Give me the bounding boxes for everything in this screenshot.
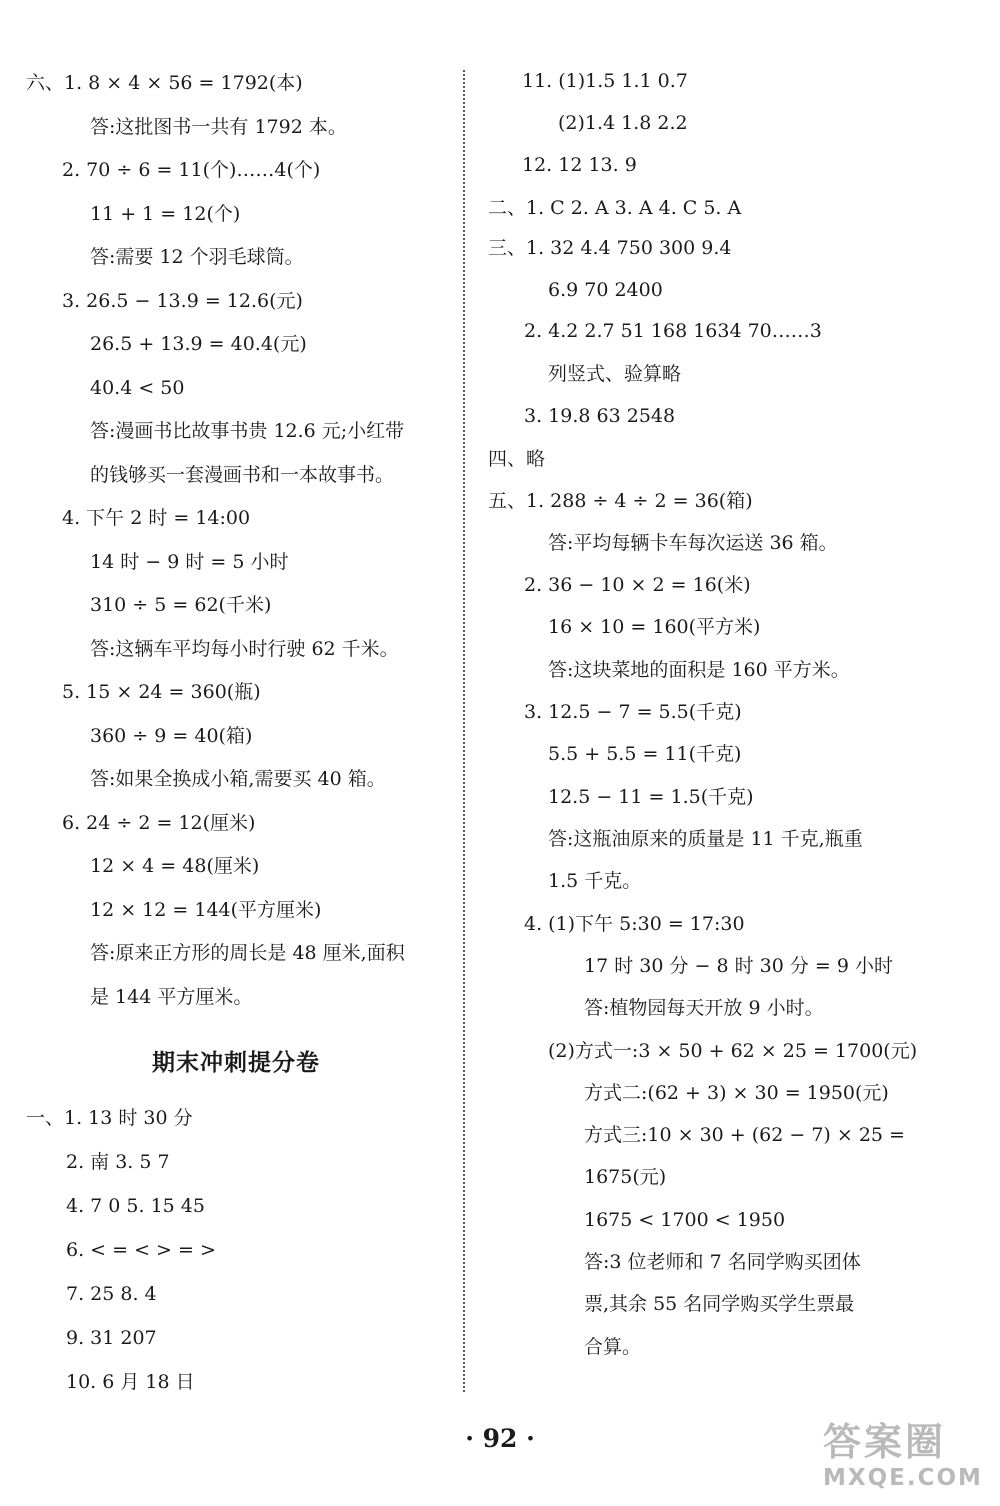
answer-line: 列竖式、验算略 — [548, 363, 682, 385]
answer-line: 答:这块菜地的面积是 160 平方米。 — [548, 659, 850, 681]
answer-line: 一、1. 13 时 30 分 — [26, 1107, 193, 1129]
answer-line: 四、略 — [488, 448, 546, 470]
answer-line: 4. (1)下午 5:30 = 17:30 — [524, 913, 745, 935]
answer-line: 答:这批图书一共有 1792 本。 — [90, 116, 347, 138]
answer-line: 10. 6 月 18 日 — [66, 1371, 195, 1393]
watermark-bottom-text: MXQE.COM — [823, 1465, 983, 1491]
answer-line: 11 + 1 = 12(个) — [90, 203, 241, 225]
answer-line: 3. 19.8 63 2548 — [524, 405, 676, 427]
answer-line: 答:平均每辆卡车每次运送 36 箱。 — [548, 532, 838, 554]
answer-line: 12.5 − 11 = 1.5(千克) — [548, 786, 754, 808]
answer-line: 答:需要 12 个羽毛球筒。 — [90, 246, 304, 268]
answer-line: 2. 36 − 10 × 2 = 16(米) — [524, 574, 751, 596]
answer-line: 5.5 + 5.5 = 11(千克) — [548, 743, 742, 765]
answer-line: 答:漫画书比故事书贵 12.6 元;小红带 — [90, 420, 405, 442]
answer-line: 是 144 平方厘米。 — [90, 986, 253, 1008]
answer-line: 合算。 — [584, 1336, 642, 1358]
answer-line: 7. 25 8. 4 — [66, 1283, 157, 1305]
answer-line: 1675(元) — [584, 1166, 667, 1188]
answer-line: 答:3 位老师和 7 名同学购买团体 — [584, 1251, 861, 1273]
answer-line: 的钱够买一套漫画书和一本故事书。 — [90, 464, 395, 486]
answer-line: 12 × 4 = 48(厘米) — [90, 855, 260, 877]
answer-line: 6. 24 ÷ 2 = 12(厘米) — [62, 812, 256, 834]
column-divider — [463, 70, 465, 1392]
section-title: 期末冲刺提分卷 — [152, 1050, 320, 1076]
answer-line: 二、1. C 2. A 3. A 4. C 5. A — [488, 197, 742, 219]
answer-line: 答:如果全换成小箱,需要买 40 箱。 — [90, 768, 386, 790]
answer-line: 2. 南 3. 5 7 — [66, 1151, 170, 1173]
answer-line: 1675 < 1700 < 1950 — [584, 1209, 786, 1231]
answer-line: 310 ÷ 5 = 62(千米) — [90, 594, 272, 616]
answer-line: 4. 下午 2 时 = 14:00 — [62, 507, 251, 529]
answer-line: 40.4 < 50 — [90, 377, 185, 399]
answer-line: 2. 4.2 2.7 51 168 1634 70……3 — [524, 320, 822, 342]
answer-line: 16 × 10 = 160(平方米) — [548, 616, 761, 638]
answer-line: 9. 31 207 — [66, 1327, 157, 1349]
site-watermark-logo — [823, 1420, 988, 1498]
answer-line: 票,其余 55 名同学购买学生票最 — [584, 1293, 855, 1315]
answer-line: 360 ÷ 9 = 40(箱) — [90, 725, 253, 747]
answer-line: 2. 70 ÷ 6 = 11(个)……4(个) — [62, 159, 321, 181]
answer-line: 3. 26.5 − 13.9 = 12.6(元) — [62, 290, 303, 312]
answer-line: 答:这瓶油原来的质量是 11 千克,瓶重 — [548, 828, 863, 850]
answer-line: (2)1.4 1.8 2.2 — [558, 112, 688, 134]
answer-line: 11. (1)1.5 1.1 0.7 — [522, 70, 688, 92]
answer-line: 5. 15 × 24 = 360(瓶) — [62, 681, 261, 703]
answer-line: 方式三:10 × 30 + (62 − 7) × 25 = — [584, 1124, 905, 1146]
answer-line: 答:这辆车平均每小时行驶 62 千米。 — [90, 638, 399, 660]
answer-line: 4. 7 0 5. 15 45 — [66, 1195, 205, 1217]
page-number: · 92 · — [465, 1424, 535, 1453]
answer-line: 6. < = < > = > — [66, 1239, 216, 1261]
answer-line: 26.5 + 13.9 = 40.4(元) — [90, 333, 307, 355]
answer-line: 17 时 30 分 − 8 时 30 分 = 9 小时 — [584, 955, 893, 977]
watermark-top-text: 答案圈 — [823, 1420, 947, 1464]
answer-line: 12 × 12 = 144(平方厘米) — [90, 899, 322, 921]
answer-line: 答:植物园每天开放 9 小时。 — [584, 997, 824, 1019]
answer-line: 五、1. 288 ÷ 4 ÷ 2 = 36(箱) — [488, 490, 753, 512]
answer-line: 6.9 70 2400 — [548, 279, 663, 301]
answer-line: 14 时 − 9 时 = 5 小时 — [90, 551, 289, 573]
answer-line: 答:原来正方形的周长是 48 厘米,面积 — [90, 942, 405, 964]
answer-line: 方式二:(62 + 3) × 30 = 1950(元) — [584, 1082, 889, 1104]
answer-line: 12. 12 13. 9 — [522, 154, 637, 176]
answer-line: 六、1. 8 × 4 × 56 = 1792(本) — [26, 72, 303, 94]
answer-line: 三、1. 32 4.4 750 300 9.4 — [488, 237, 732, 259]
answer-line: (2)方式一:3 × 50 + 62 × 25 = 1700(元) — [548, 1040, 918, 1062]
answer-line: 1.5 千克。 — [548, 870, 642, 892]
answer-line: 3. 12.5 − 7 = 5.5(千克) — [524, 701, 742, 723]
